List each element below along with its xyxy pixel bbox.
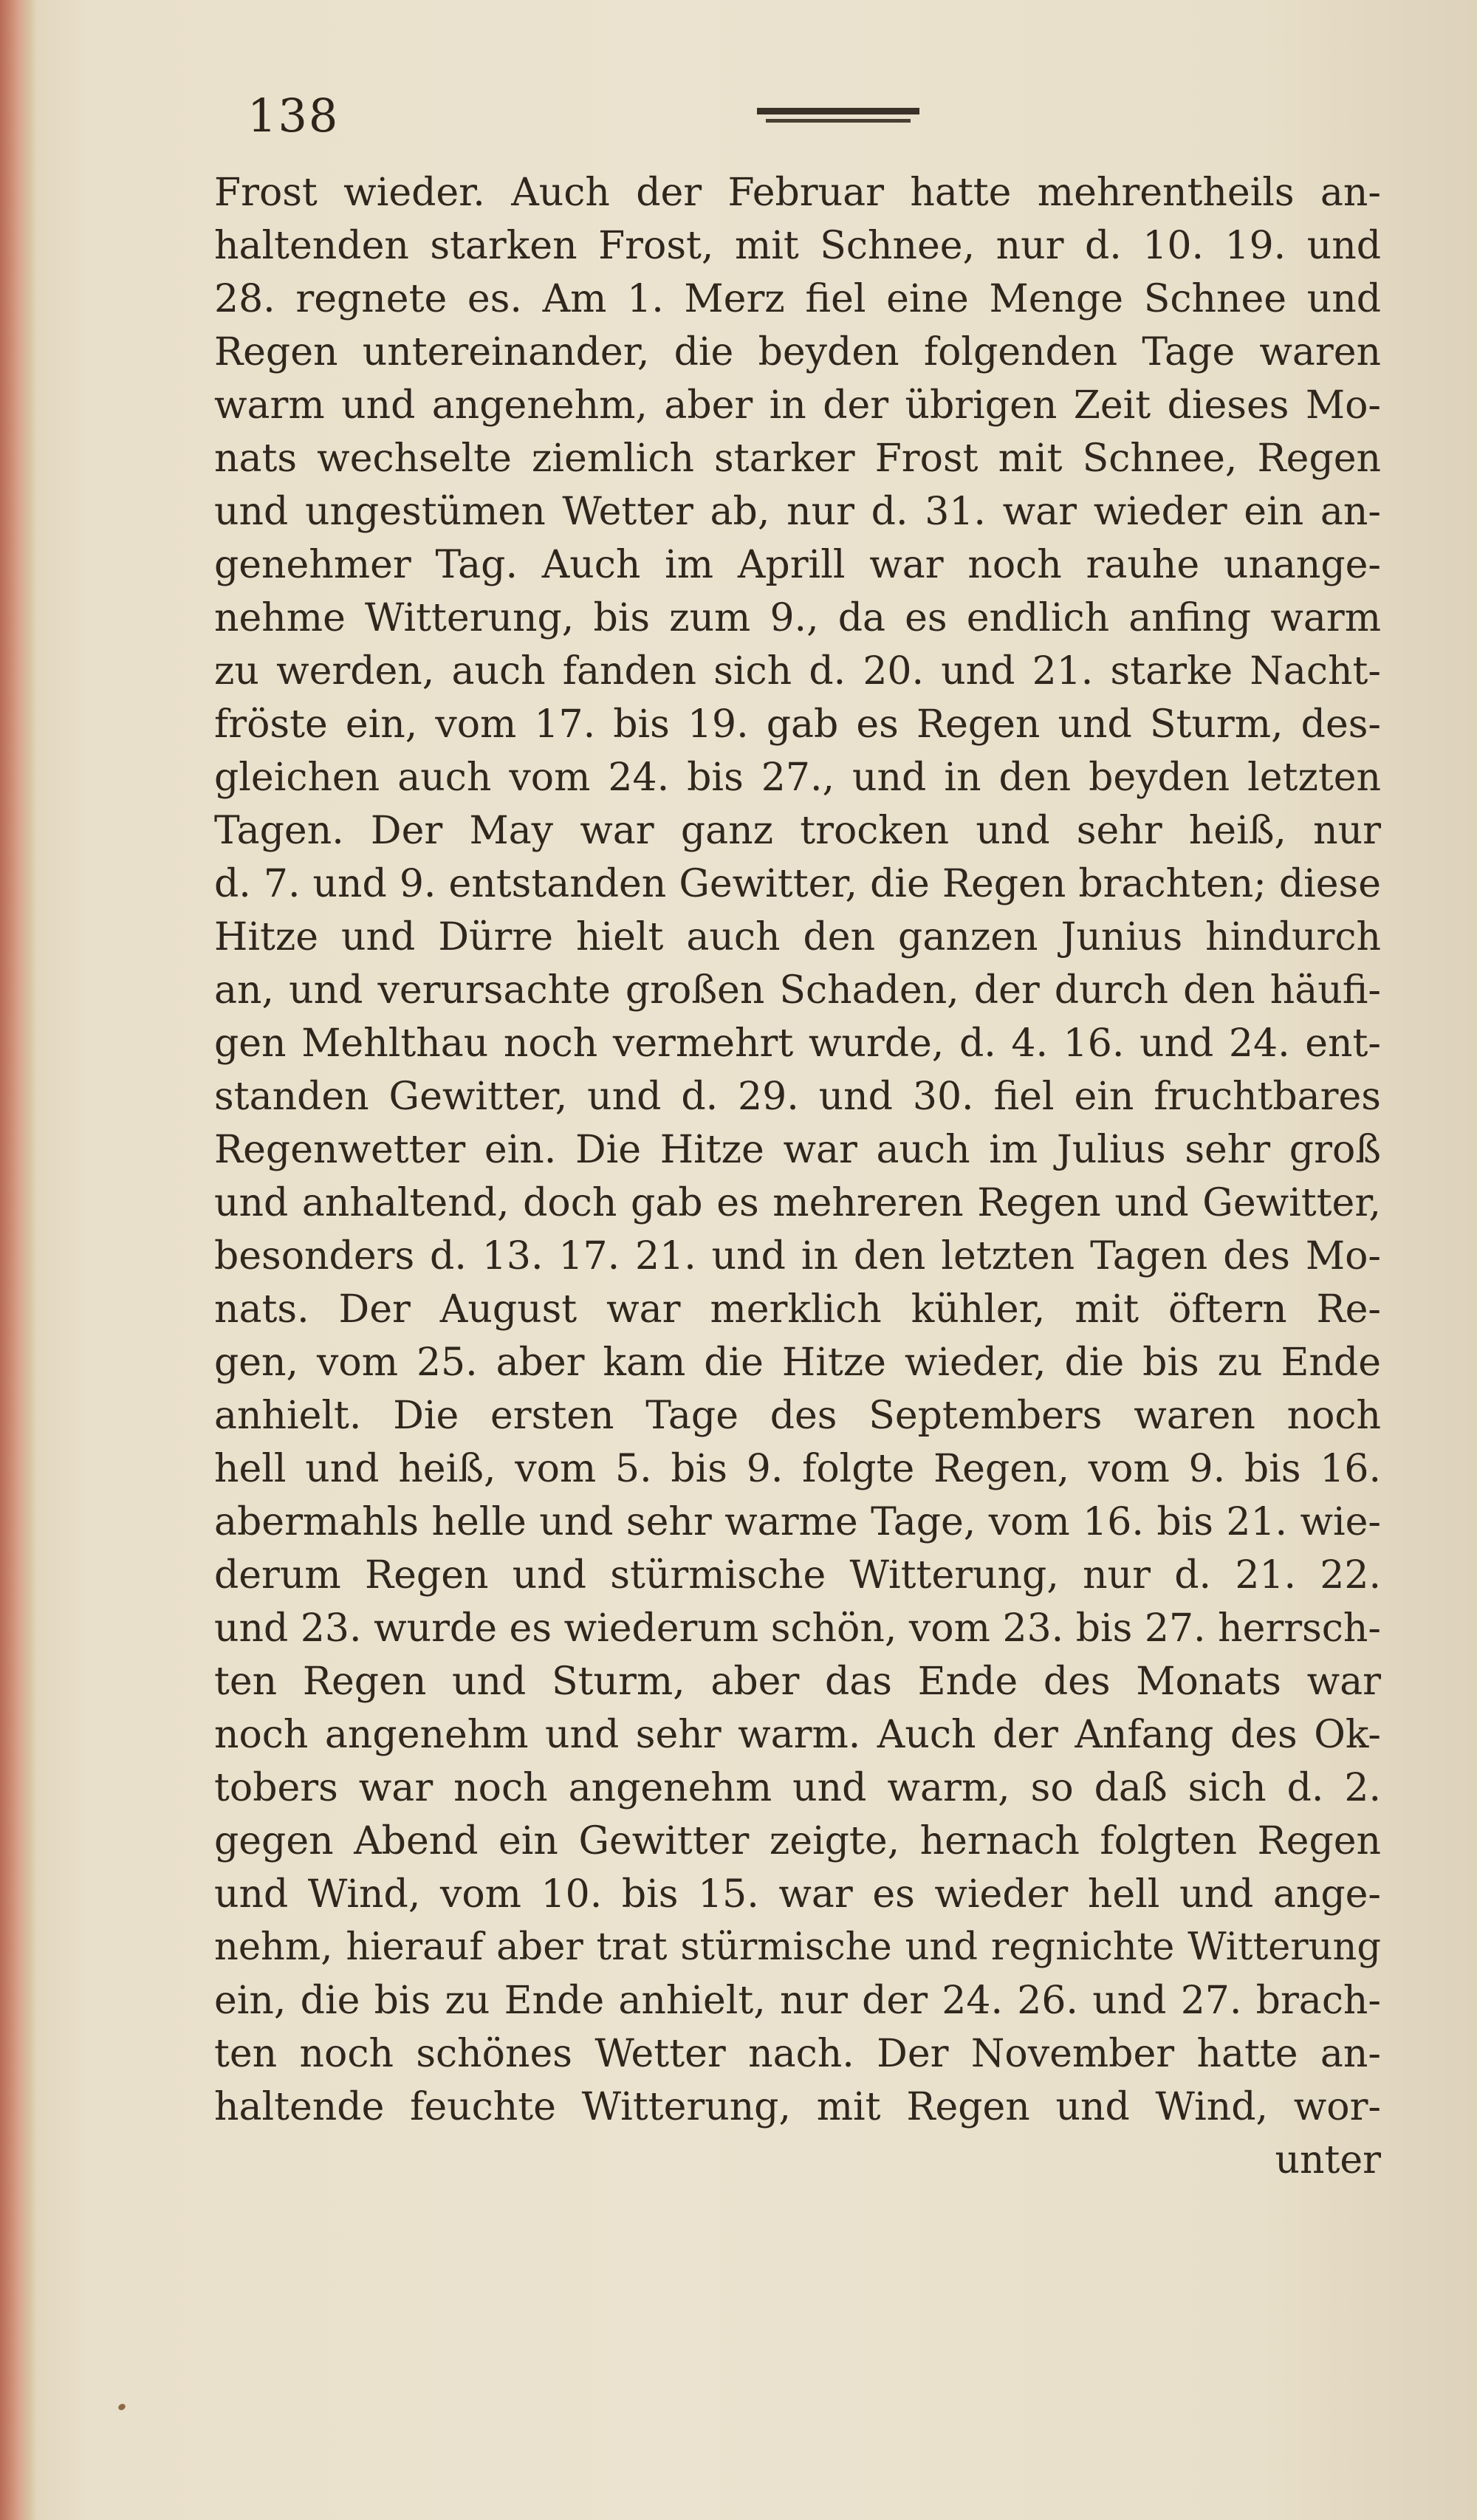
text-line: und ungestümen Wetter ab, nur d. 31. war wieder ein an- (214, 490, 1381, 534)
text-line: an, und verursachte großen Schaden, der durch den häufi- (214, 968, 1381, 1013)
book-spine-edge (0, 0, 37, 2520)
header-ornament-rule (757, 108, 919, 127)
text-line: ten Regen und Sturm, aber das Ende des Monats war (214, 1660, 1381, 1704)
text-line: ten noch schönes Wetter nach. Der November hatte an- (214, 2032, 1381, 2076)
text-line: gleichen auch vom 24. bis 27., und in den beyden letzten (214, 756, 1381, 800)
text-line: nehme Witterung, bis zum 9., da es endlich anfing warm (214, 596, 1381, 640)
ornament-bar-thick (757, 108, 919, 114)
text-line: warm und angenehm, aber in der übrigen Zeit dieses Mo- (214, 383, 1381, 428)
text-line: d. 7. und 9. entstanden Gewitter, die Regen brachten; diese (214, 862, 1381, 906)
text-line: anhielt. Die ersten Tage des Septembers waren noch (214, 1394, 1381, 1438)
text-line: und Wind, vom 10. bis 15. war es wieder hell und ange- (214, 1872, 1381, 1917)
text-line: besonders d. 13. 17. 21. und in den letzten Tagen des Mo- (214, 1234, 1381, 1278)
text-line: gen Mehlthau noch vermehrt wurde, d. 4. 16. und 24. ent- (214, 1021, 1381, 1066)
body-text (214, 166, 1381, 2187)
text-line: zu werden, auch fanden sich d. 20. und 21. starke Nacht- (214, 649, 1381, 694)
text-line: Regen untereinander, die beyden folgenden Tage waren (214, 330, 1381, 374)
text-line: nats wechselte ziemlich starker Frost mit Schnee, Regen (214, 436, 1381, 481)
text-line: Frost wieder. Auch der Februar hatte mehrentheils an- (214, 171, 1381, 215)
text-line: Tagen. Der May war ganz trocken und sehr heiß, nur (214, 809, 1381, 853)
text-line: Regenwetter ein. Die Hitze war auch im Julius sehr groß (214, 1128, 1381, 1172)
text-line: haltenden starken Frost, mit Schnee, nur d. 10. 19. und (214, 224, 1381, 268)
page-header (247, 89, 1392, 148)
ink-smudge (117, 2403, 127, 2411)
text-line: derum Regen und stürmische Witterung, nur d. 21. 22. (214, 1553, 1381, 1598)
text-line: und 23. wurde es wiederum schön, vom 23. bis 27. herrsch- (214, 1606, 1381, 1651)
text-line: 28. regnete es. Am 1. Merz fiel eine Menge Schnee und (214, 277, 1381, 321)
text-line: gegen Abend ein Gewitter zeigte, hernach folgten Regen (214, 1819, 1381, 1863)
text-line: unter (1275, 2138, 1381, 2182)
text-line: fröste ein, vom 17. bis 19. gab es Regen und Sturm, des- (214, 702, 1381, 747)
text-line: nats. Der August war merklich kühler, mit öftern Re- (214, 1287, 1381, 1332)
text-line: genehmer Tag. Auch im Aprill war noch rauhe unange- (214, 543, 1381, 587)
text-line: Hitze und Dürre hielt auch den ganzen Junius hindurch (214, 915, 1381, 959)
text-line: haltende feuchte Witterung, mit Regen und Wind, wor- (214, 2085, 1381, 2129)
text-line: noch angenehm und sehr warm. Auch der Anfang des Ok- (214, 1713, 1381, 1757)
text-line: ein, die bis zu Ende anhielt, nur der 24. 26. und 27. brach- (214, 1979, 1381, 2023)
text-line: gen, vom 25. aber kam die Hitze wieder, die bis zu Ende (214, 1341, 1381, 1385)
text-line: abermahls helle und sehr warme Tage, vom 16. bis 21. wie- (214, 1500, 1381, 1544)
text-line: tobers war noch angenehm und warm, so daß sich d. 2. (214, 1766, 1381, 1810)
text-line: standen Gewitter, und d. 29. und 30. fiel ein fruchtbares (214, 1075, 1381, 1119)
page-number: 138 (247, 89, 340, 143)
text-line: hell und heiß, vom 5. bis 9. folgte Regen, vom 9. bis 16. (214, 1447, 1381, 1491)
text-line: nehm, hierauf aber trat stürmische und regnichte Witterung (214, 1925, 1381, 1969)
text-line: und anhaltend, doch gab es mehreren Regen und Gewitter, (214, 1181, 1381, 1225)
ornament-bar-thin (766, 119, 911, 123)
